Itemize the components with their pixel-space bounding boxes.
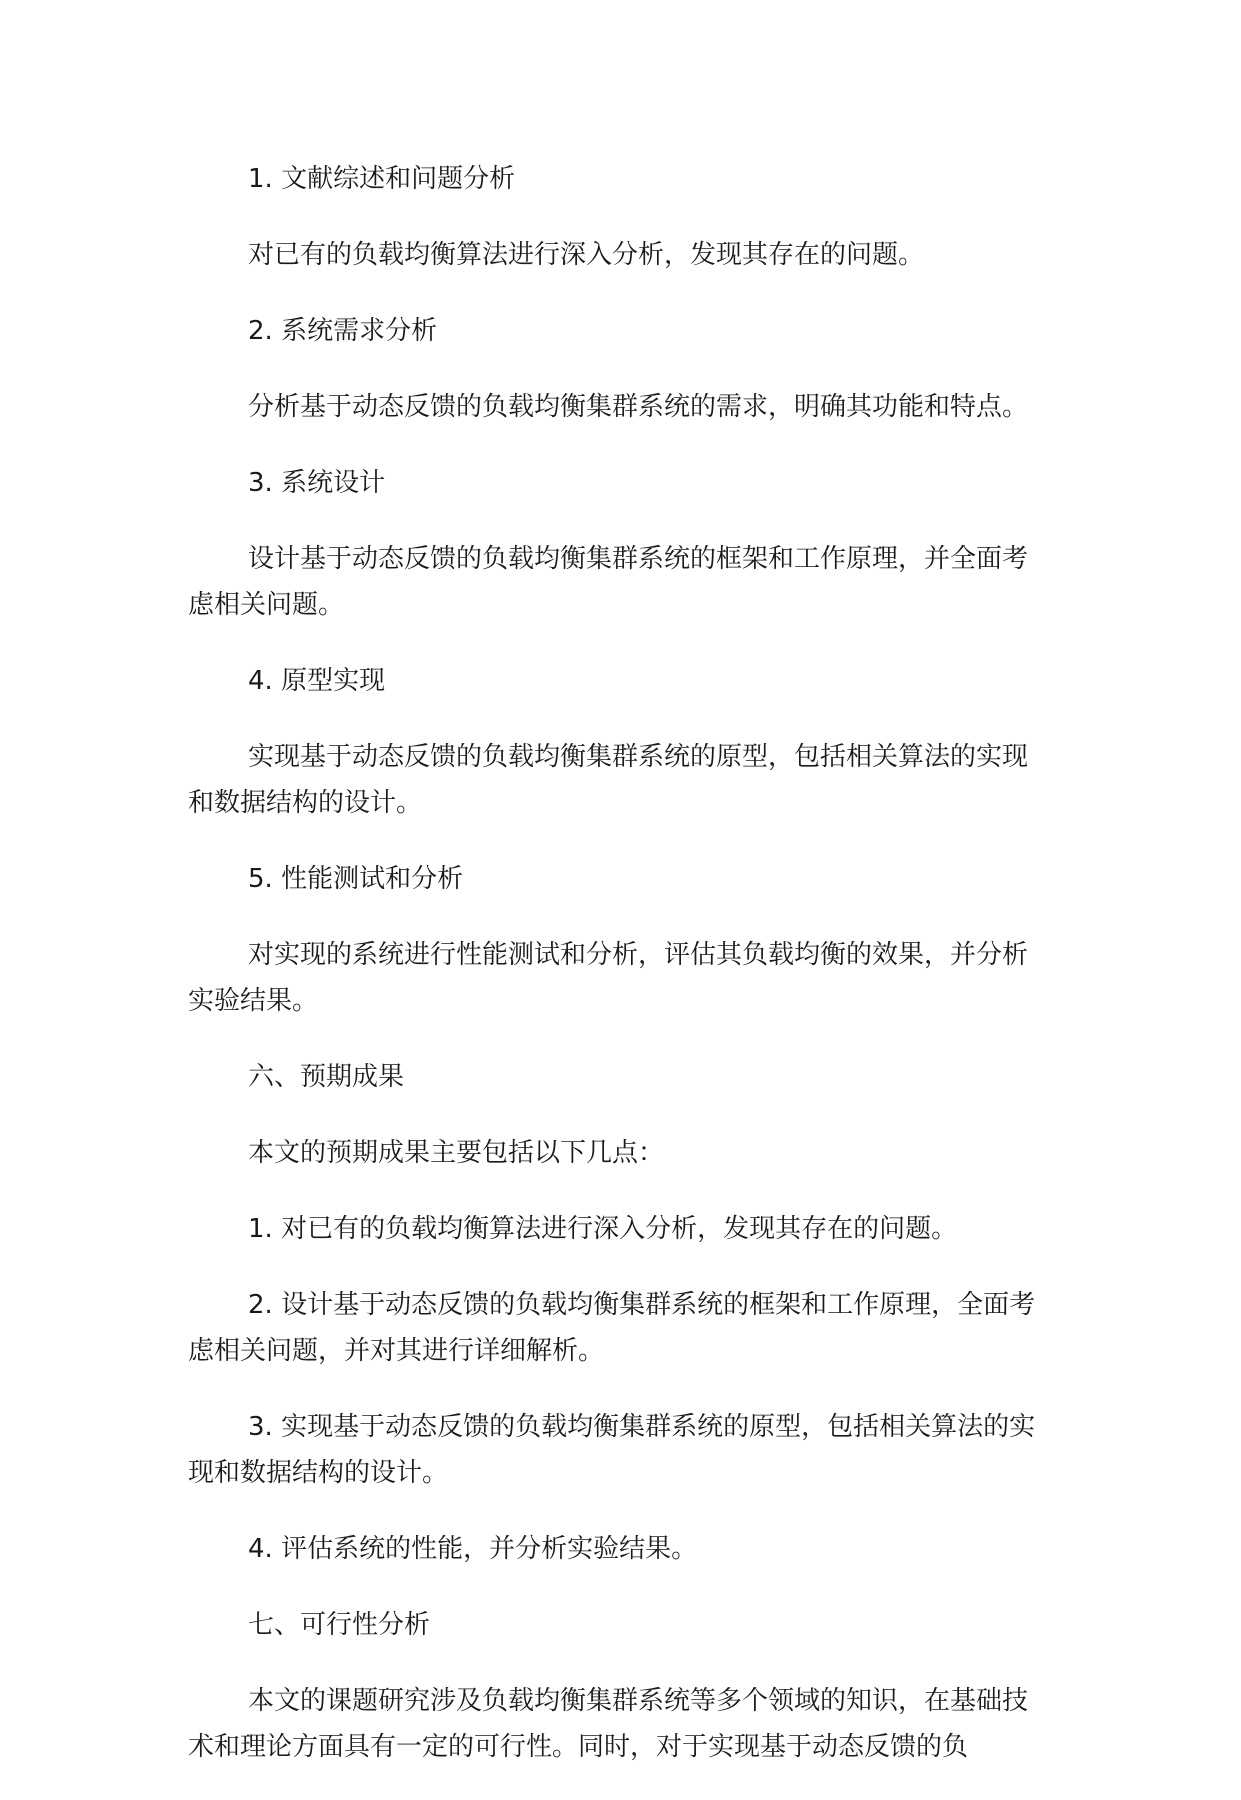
paragraph-feasibility: 本文的课题研究涉及负载均衡集群系统等多个领域的知识，在基础技术和理论方面具有一定的可行性。同时，对于实现基于动态反馈的负 xyxy=(188,1686,1029,1762)
heading-system-design: 3. 系统设计 xyxy=(248,468,386,498)
document-body xyxy=(188,156,1048,1800)
paragraph-prototype: 实现基于动态反馈的负载均衡集群系统的原型，包括相关算法的实现和数据结构的设计。 xyxy=(188,742,1029,818)
paragraph-requirements-analysis: 分析基于动态反馈的负载均衡集群系统的需求，明确其功能和特点。 xyxy=(248,392,1029,422)
heading-requirements-analysis: 2. 系统需求分析 xyxy=(248,316,438,346)
paragraph-literature-review: 对已有的负载均衡算法进行深入分析，发现其存在的问题。 xyxy=(248,240,925,270)
list-item-expected-2: 2. 设计基于动态反馈的负载均衡集群系统的框架和工作原理，全面考虑相关问题，并对其进行详细解析。 xyxy=(188,1290,1036,1366)
section-heading-feasibility: 七、可行性分析 xyxy=(248,1610,431,1640)
list-item-expected-3: 3. 实现基于动态反馈的负载均衡集群系统的原型，包括相关算法的实现和数据结构的设计。 xyxy=(188,1412,1036,1488)
paragraph-expected-intro: 本文的预期成果主要包括以下几点： xyxy=(248,1138,665,1168)
heading-performance-testing: 5. 性能测试和分析 xyxy=(248,864,464,894)
list-item-expected-1: 1. 对已有的负载均衡算法进行深入分析，发现其存在的问题。 xyxy=(248,1214,958,1244)
heading-literature-review: 1. 文献综述和问题分析 xyxy=(248,164,516,194)
heading-prototype: 4. 原型实现 xyxy=(248,666,386,696)
paragraph-system-design: 设计基于动态反馈的负载均衡集群系统的框架和工作原理，并全面考虑相关问题。 xyxy=(188,544,1029,620)
list-item-expected-4: 4. 评估系统的性能，并分析实验结果。 xyxy=(248,1534,698,1564)
paragraph-performance-testing: 对实现的系统进行性能测试和分析，评估其负载均衡的效果，并分析实验结果。 xyxy=(188,940,1029,1016)
section-heading-expected-results: 六、预期成果 xyxy=(248,1062,405,1092)
